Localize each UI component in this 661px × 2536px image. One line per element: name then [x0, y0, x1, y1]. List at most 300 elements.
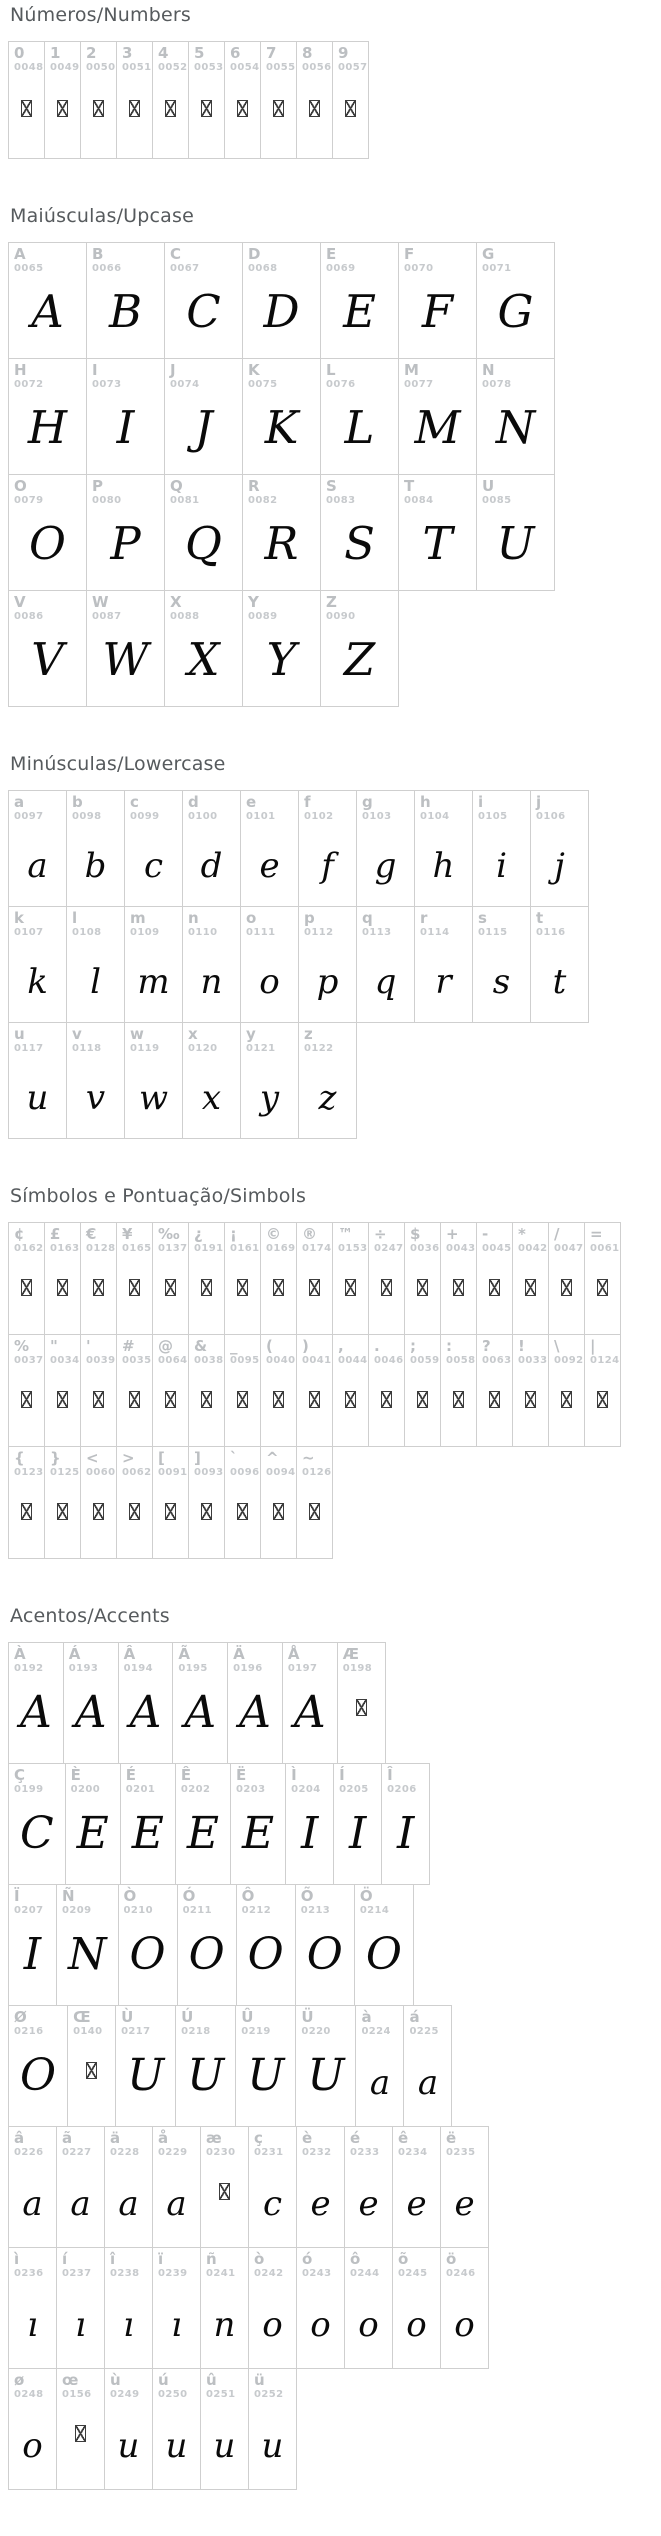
- glyph-unicode-label: 0114: [420, 926, 450, 938]
- glyph-cell-label: [178, 1646, 207, 1674]
- glyph-preview: a: [166, 2184, 187, 2224]
- glyph-unicode-label: 0037: [14, 1354, 44, 1366]
- missing-glyph-icon: [129, 100, 140, 117]
- glyph-cell: [398, 242, 477, 359]
- glyph-preview: U: [307, 2050, 345, 2101]
- missing-glyph-icon: [93, 1279, 104, 1296]
- glyph-preview: U: [496, 517, 535, 570]
- glyph-cell-label: [302, 1226, 331, 1254]
- glyph-cell-label: [590, 1338, 619, 1366]
- section-title: Números/Numbers: [10, 4, 191, 26]
- glyph-row: [8, 1447, 653, 1559]
- glyph-cell: [240, 1022, 299, 1139]
- glyph-character-label: ê: [398, 2129, 409, 2147]
- glyph-character-label: ®: [302, 1225, 317, 1243]
- glyph-unicode-label: 0072: [14, 378, 44, 390]
- glyph-preview: e: [406, 2184, 427, 2224]
- glyph-unicode-label: 0174: [302, 1242, 332, 1254]
- glyph-character-label: %: [14, 1337, 30, 1355]
- glyph-unicode-label: 0100: [188, 810, 218, 822]
- glyph-unicode-label: 0103: [362, 810, 392, 822]
- glyph-unicode-label: 0214: [359, 1904, 390, 1916]
- glyph-unicode-label: 0239: [158, 2267, 188, 2279]
- glyph-cell: [440, 2247, 489, 2369]
- glyph-character-label: i: [478, 793, 484, 811]
- glyph-cell-label: [361, 2009, 390, 2037]
- glyph-cell: [152, 2247, 201, 2369]
- glyph-character-label: ¥: [122, 1225, 133, 1243]
- glyph-character-label: ]: [194, 1449, 201, 1467]
- glyph-cell-label: [194, 45, 223, 73]
- glyph-row: [8, 1642, 653, 1764]
- glyph-cell: [116, 1446, 153, 1559]
- glyph-character-label: À: [14, 1645, 26, 1663]
- section-uppercase: [8, 205, 653, 707]
- glyph-character-label: ;: [410, 1337, 416, 1355]
- glyph-cell-label: [170, 362, 199, 390]
- glyph-cell-label: [188, 794, 217, 822]
- missing-glyph-icon: [525, 1279, 536, 1296]
- glyph-cell-label: [302, 2251, 331, 2279]
- glyph-preview: n: [213, 2305, 236, 2345]
- glyph-character-label: B: [92, 245, 104, 263]
- glyph-cell: [152, 1446, 189, 1559]
- glyph-preview: n: [200, 962, 223, 1002]
- glyph-character-label: v: [72, 1025, 82, 1043]
- glyph-preview: P: [110, 517, 141, 570]
- glyph-preview: ı: [123, 2305, 134, 2345]
- glyph-preview: O: [247, 1929, 284, 1980]
- glyph-character-label: é: [350, 2129, 361, 2147]
- glyph-preview: h: [432, 846, 455, 886]
- glyph-preview: I: [23, 1929, 42, 1980]
- glyph-character-label: N: [482, 361, 495, 379]
- glyph-preview: u: [261, 2426, 284, 2466]
- glyph-unicode-label: 0248: [14, 2388, 44, 2400]
- glyph-character-label: ^: [266, 1449, 279, 1467]
- glyph-cell: [398, 358, 477, 475]
- glyph-character-label: U: [482, 477, 495, 495]
- glyph-character-label: Ì: [291, 1766, 297, 1784]
- glyph-unicode-label: 0212: [241, 1904, 272, 1916]
- glyph-character-label: f: [304, 793, 311, 811]
- glyph-preview: f: [321, 846, 334, 886]
- glyph-cell-label: [86, 45, 115, 73]
- glyph-cell-label: [122, 1450, 151, 1478]
- glyph-unicode-label: 0105: [478, 810, 508, 822]
- glyph-unicode-label: 0137: [158, 1242, 188, 1254]
- glyph-preview: ı: [171, 2305, 182, 2345]
- glyph-preview: e: [358, 2184, 379, 2224]
- glyph-cell-label: [248, 478, 277, 506]
- glyph-unicode-label: 0080: [92, 494, 122, 506]
- glyph-preview: o: [259, 962, 280, 1002]
- glyph-unicode-label: 0220: [301, 2025, 331, 2037]
- missing-glyph-icon: [165, 1503, 176, 1520]
- glyph-unicode-label: 0039: [86, 1354, 116, 1366]
- glyph-unicode-label: 0068: [248, 262, 278, 274]
- missing-glyph-icon: [57, 1391, 68, 1408]
- glyph-cell-label: [69, 1646, 98, 1674]
- glyph-cell-label: [122, 1226, 151, 1254]
- glyph-character-label: ,: [338, 1337, 344, 1355]
- glyph-unicode-label: 0107: [14, 926, 44, 938]
- glyph-cell: [381, 1763, 430, 1885]
- missing-glyph-icon: [453, 1391, 464, 1408]
- glyph-cell: [8, 1642, 64, 1764]
- glyph-preview: O: [29, 517, 66, 570]
- glyph-cell-label: [236, 1767, 265, 1795]
- glyph-unicode-label: 0128: [86, 1242, 116, 1254]
- glyph-cell-label: [194, 1338, 223, 1366]
- glyph-cell-label: [301, 2009, 330, 2037]
- glyph-preview: d: [200, 846, 223, 886]
- glyph-cell: [8, 590, 87, 707]
- glyph-character-label: Ó: [182, 1887, 196, 1905]
- glyph-unicode-label: 0120: [188, 1042, 218, 1054]
- missing-glyph-icon: [561, 1391, 572, 1408]
- glyph-cell-label: [14, 2009, 43, 2037]
- glyph-unicode-label: 0249: [110, 2388, 140, 2400]
- glyph-character-label: Ä: [233, 1645, 245, 1663]
- glyph-cell-label: [478, 910, 507, 938]
- glyph-unicode-label: 0095: [230, 1354, 260, 1366]
- glyph-cell: [440, 1222, 477, 1335]
- glyph-cell: [298, 790, 357, 907]
- missing-glyph-icon: [93, 1503, 104, 1520]
- glyph-unicode-label: 0196: [233, 1662, 263, 1674]
- glyph-cell-label: [170, 478, 199, 506]
- glyph-character-label: >: [122, 1449, 135, 1467]
- glyph-cell: [175, 2005, 236, 2127]
- glyph-cell-label: [121, 2009, 150, 2037]
- glyph-character-label: ë: [446, 2129, 457, 2147]
- glyph-cell: [476, 1222, 513, 1335]
- glyph-unicode-label: 0056: [302, 61, 332, 73]
- glyph-cell-label: [230, 1338, 259, 1366]
- glyph-unicode-label: 0122: [304, 1042, 334, 1054]
- glyph-cell: [188, 1446, 225, 1559]
- glyph-cell: [548, 1334, 585, 1447]
- glyph-character-label: Ë: [236, 1766, 247, 1784]
- glyph-unicode-label: 0069: [326, 262, 356, 274]
- glyph-cell-label: [14, 478, 43, 506]
- missing-glyph-icon: [345, 100, 356, 117]
- glyph-cell-label: [130, 910, 159, 938]
- missing-glyph-icon: [93, 100, 104, 117]
- glyph-cell-label: [266, 45, 295, 73]
- glyph-cell-label: [62, 2251, 91, 2279]
- glyph-unicode-label: 0218: [181, 2025, 211, 2037]
- glyph-preview: L: [344, 401, 375, 454]
- glyph-unicode-label: 0123: [14, 1466, 44, 1478]
- glyph-unicode-label: 0118: [72, 1042, 102, 1054]
- glyph-cell-label: [420, 794, 449, 822]
- glyph-cell: [66, 790, 125, 907]
- glyph-unicode-label: 0235: [446, 2146, 476, 2158]
- glyph-cell-label: [409, 2009, 438, 2037]
- glyph-character-label: g: [362, 793, 373, 811]
- glyph-preview: J: [194, 401, 213, 454]
- glyph-unicode-label: 0244: [350, 2267, 380, 2279]
- glyph-cell-label: [242, 1888, 271, 1916]
- glyph-unicode-label: 0066: [92, 262, 122, 274]
- glyph-unicode-label: 0192: [14, 1662, 44, 1674]
- glyph-preview: I: [116, 401, 135, 454]
- glyph-character-label: â: [14, 2129, 25, 2147]
- glyph-unicode-label: 0059: [410, 1354, 440, 1366]
- glyph-character-label: 4: [158, 44, 169, 62]
- glyph-cell: [182, 790, 241, 907]
- glyph-unicode-label: 0194: [123, 1662, 153, 1674]
- glyph-cell-label: [158, 1226, 187, 1254]
- glyph-unicode-label: 0124: [590, 1354, 620, 1366]
- glyph-character-label: [: [158, 1449, 165, 1467]
- glyph-cell-label: [14, 1226, 43, 1254]
- glyph-character-label: ô: [350, 2250, 361, 2268]
- glyph-unicode-label: 0045: [482, 1242, 512, 1254]
- glyph-character-label: ¡: [230, 1225, 237, 1243]
- glyph-cell-label: [86, 1338, 115, 1366]
- glyph-cell: [392, 2247, 441, 2369]
- section-lowercase: [8, 753, 653, 1139]
- missing-glyph-icon: [129, 1503, 140, 1520]
- glyph-cell: [124, 790, 183, 907]
- glyph-cell-label: [362, 794, 391, 822]
- glyph-preview: y: [259, 1078, 280, 1118]
- missing-glyph-icon: [201, 1391, 212, 1408]
- glyph-unicode-label: 0061: [590, 1242, 620, 1254]
- glyph-unicode-label: 0229: [158, 2146, 188, 2158]
- glyph-grid: [8, 1222, 653, 1559]
- glyph-row: [8, 1764, 653, 1885]
- glyph-cell-label: [362, 910, 391, 938]
- glyph-unicode-label: 0036: [410, 1242, 440, 1254]
- glyph-unicode-label: 0205: [339, 1783, 369, 1795]
- glyph-row: [8, 2127, 653, 2248]
- glyph-character-label: 5: [194, 44, 205, 62]
- glyph-preview: p: [316, 962, 339, 1002]
- glyph-character-label: Î: [387, 1766, 393, 1784]
- glyph-unicode-label: 0087: [92, 610, 122, 622]
- glyph-cell-label: [478, 794, 507, 822]
- glyph-cell: [344, 2126, 393, 2248]
- glyph-character-label: Á: [68, 1645, 81, 1663]
- glyph-unicode-label: 0228: [110, 2146, 140, 2158]
- glyph-cell: [118, 1642, 174, 1764]
- glyph-unicode-label: 0243: [302, 2267, 332, 2279]
- glyph-row: [8, 2006, 653, 2127]
- glyph-row: [8, 1335, 653, 1447]
- glyph-preview: m: [137, 962, 170, 1002]
- missing-glyph-icon: [57, 100, 68, 117]
- glyph-cell: [296, 1334, 333, 1447]
- missing-glyph-icon: [93, 1391, 104, 1408]
- glyph-cell: [56, 2126, 105, 2248]
- missing-glyph-icon: [453, 1279, 464, 1296]
- glyph-cell: [200, 2126, 249, 2248]
- glyph-cell-label: [398, 2130, 427, 2158]
- glyph-cell-label: [554, 1338, 583, 1366]
- glyph-character-label: 2: [86, 44, 97, 62]
- glyph-unicode-label: 0230: [206, 2146, 236, 2158]
- glyph-character-label: O: [14, 477, 27, 495]
- glyph-unicode-label: 0113: [362, 926, 392, 938]
- missing-glyph-icon: [21, 1279, 32, 1296]
- glyph-unicode-label: 0083: [326, 494, 356, 506]
- glyph-cell-label: [72, 910, 101, 938]
- glyph-cell: [472, 906, 531, 1023]
- glyph-cell-label: [374, 1226, 403, 1254]
- missing-glyph-icon: [273, 1503, 284, 1520]
- glyph-cell: [240, 906, 299, 1023]
- glyph-cell-label: [170, 246, 199, 274]
- glyph-preview: v: [85, 1078, 106, 1118]
- section-numbers: [8, 4, 653, 159]
- glyph-unicode-label: 0213: [300, 1904, 331, 1916]
- glyph-cell-label: [92, 246, 121, 274]
- glyph-cell: [368, 1334, 405, 1447]
- glyph-cell: [8, 358, 87, 475]
- glyph-preview: g: [374, 846, 397, 886]
- glyph-character-label: Y: [248, 593, 259, 611]
- glyph-preview: s: [492, 962, 511, 1002]
- glyph-preview: e: [454, 2184, 475, 2224]
- glyph-preview: l: [90, 962, 101, 1002]
- glyph-character-label: ñ: [206, 2250, 217, 2268]
- glyph-preview: a: [22, 2184, 43, 2224]
- glyph-cell: [260, 1222, 297, 1335]
- glyph-cell: [8, 1446, 45, 1559]
- glyph-unicode-label: 0071: [482, 262, 512, 274]
- glyph-preview: o: [22, 2426, 43, 2466]
- missing-glyph-icon: [561, 1279, 572, 1296]
- glyph-unicode-label: 0238: [110, 2267, 140, 2279]
- glyph-character-label: <: [86, 1449, 99, 1467]
- missing-glyph-icon: [75, 2425, 86, 2442]
- glyph-cell: [8, 1334, 45, 1447]
- glyph-preview: a: [27, 846, 48, 886]
- glyph-preview: w: [138, 1078, 169, 1118]
- glyph-character-label: Ø: [14, 2008, 27, 2026]
- glyph-unicode-label: 0161: [230, 1242, 260, 1254]
- glyph-cell: [152, 2126, 201, 2248]
- glyph-cell-label: [266, 1338, 295, 1366]
- glyph-preview: V: [31, 633, 64, 686]
- glyph-character-label: õ: [398, 2250, 409, 2268]
- glyph-preview: o: [310, 2305, 331, 2345]
- glyph-character-label: (: [266, 1337, 273, 1355]
- glyph-character-label: 1: [50, 44, 61, 62]
- glyph-cell-label: [241, 2009, 270, 2037]
- glyph-unicode-label: 0200: [70, 1783, 101, 1795]
- glyph-cell: [80, 1334, 117, 1447]
- glyph-cell-label: [482, 246, 511, 274]
- glyph-cell: [8, 41, 45, 159]
- glyph-cell: [512, 1334, 549, 1447]
- glyph-cell-label: [482, 1226, 511, 1254]
- missing-glyph-icon: [237, 1503, 248, 1520]
- glyph-character-label: t: [536, 909, 544, 927]
- glyph-character-label: €: [86, 1225, 97, 1243]
- glyph-cell-label: [158, 1450, 187, 1478]
- glyph-unicode-label: 0086: [14, 610, 44, 622]
- glyph-preview: G: [497, 285, 534, 338]
- glyph-character-label: K: [248, 361, 260, 379]
- glyph-cell-label: [14, 246, 43, 274]
- glyph-cell-label: [14, 362, 43, 390]
- glyph-cell: [440, 1334, 477, 1447]
- glyph-cell: [368, 1222, 405, 1335]
- glyph-cell: [530, 906, 589, 1023]
- glyph-cell: [476, 474, 555, 591]
- glyph-preview: a: [70, 2184, 91, 2224]
- glyph-unicode-label: 0216: [14, 2025, 44, 2037]
- glyph-cell-label: [14, 1026, 43, 1054]
- glyph-cell-label: [246, 910, 275, 938]
- missing-glyph-icon: [21, 1503, 32, 1520]
- glyph-character-label: $: [410, 1225, 421, 1243]
- glyph-unicode-label: 0040: [266, 1354, 296, 1366]
- glyph-unicode-label: 0064: [158, 1354, 188, 1366]
- glyph-cell-label: [404, 478, 433, 506]
- glyph-unicode-label: 0198: [342, 1662, 373, 1674]
- glyph-unicode-label: 0126: [302, 1466, 332, 1478]
- glyph-cell: [44, 1446, 81, 1559]
- glyph-character-label: ': [86, 1337, 91, 1355]
- glyph-unicode-label: 0079: [14, 494, 44, 506]
- glyph-cell-label: [536, 910, 565, 938]
- glyph-character-label: Ñ: [62, 1887, 75, 1905]
- glyph-cell: [584, 1334, 621, 1447]
- glyph-cell: [260, 1334, 297, 1447]
- glyph-cell-label: [206, 2372, 235, 2400]
- glyph-cell: [86, 590, 165, 707]
- glyph-unicode-label: 0241: [206, 2267, 236, 2279]
- glyph-character-label: 9: [338, 44, 349, 62]
- glyph-preview: Z: [343, 633, 376, 686]
- glyph-cell: [295, 1884, 355, 2006]
- glyph-preview: Q: [185, 517, 222, 570]
- glyph-unicode-label: 0052: [158, 61, 188, 73]
- glyph-unicode-label: 0209: [62, 1904, 92, 1916]
- glyph-character-label: a: [14, 793, 25, 811]
- glyph-row: [8, 1023, 653, 1139]
- glyph-unicode-label: 0251: [206, 2388, 236, 2400]
- glyph-cell: [530, 790, 589, 907]
- glyph-character-label: D: [248, 245, 261, 263]
- glyph-character-label: î: [110, 2250, 116, 2268]
- glyph-cell: [298, 1022, 357, 1139]
- glyph-cell-label: [14, 1338, 43, 1366]
- glyph-unicode-label: 0219: [241, 2025, 271, 2037]
- glyph-cell-label: [92, 594, 121, 622]
- glyph-preview: j: [554, 846, 565, 886]
- missing-glyph-icon: [57, 1503, 68, 1520]
- glyph-cell: [116, 41, 153, 159]
- glyph-cell-label: [398, 2251, 427, 2279]
- glyph-character-label: ç: [254, 2129, 263, 2147]
- glyph-character-label: :: [446, 1337, 452, 1355]
- glyph-cell-label: [181, 1767, 210, 1795]
- glyph-cell-label: [206, 2130, 235, 2158]
- missing-glyph-icon: [201, 1279, 212, 1296]
- glyph-unicode-label: 0047: [554, 1242, 584, 1254]
- glyph-cell-label: [72, 794, 101, 822]
- glyph-character-label: ï: [158, 2250, 164, 2268]
- glyph-character-label: h: [420, 793, 431, 811]
- glyph-character-label: ?: [482, 1337, 491, 1355]
